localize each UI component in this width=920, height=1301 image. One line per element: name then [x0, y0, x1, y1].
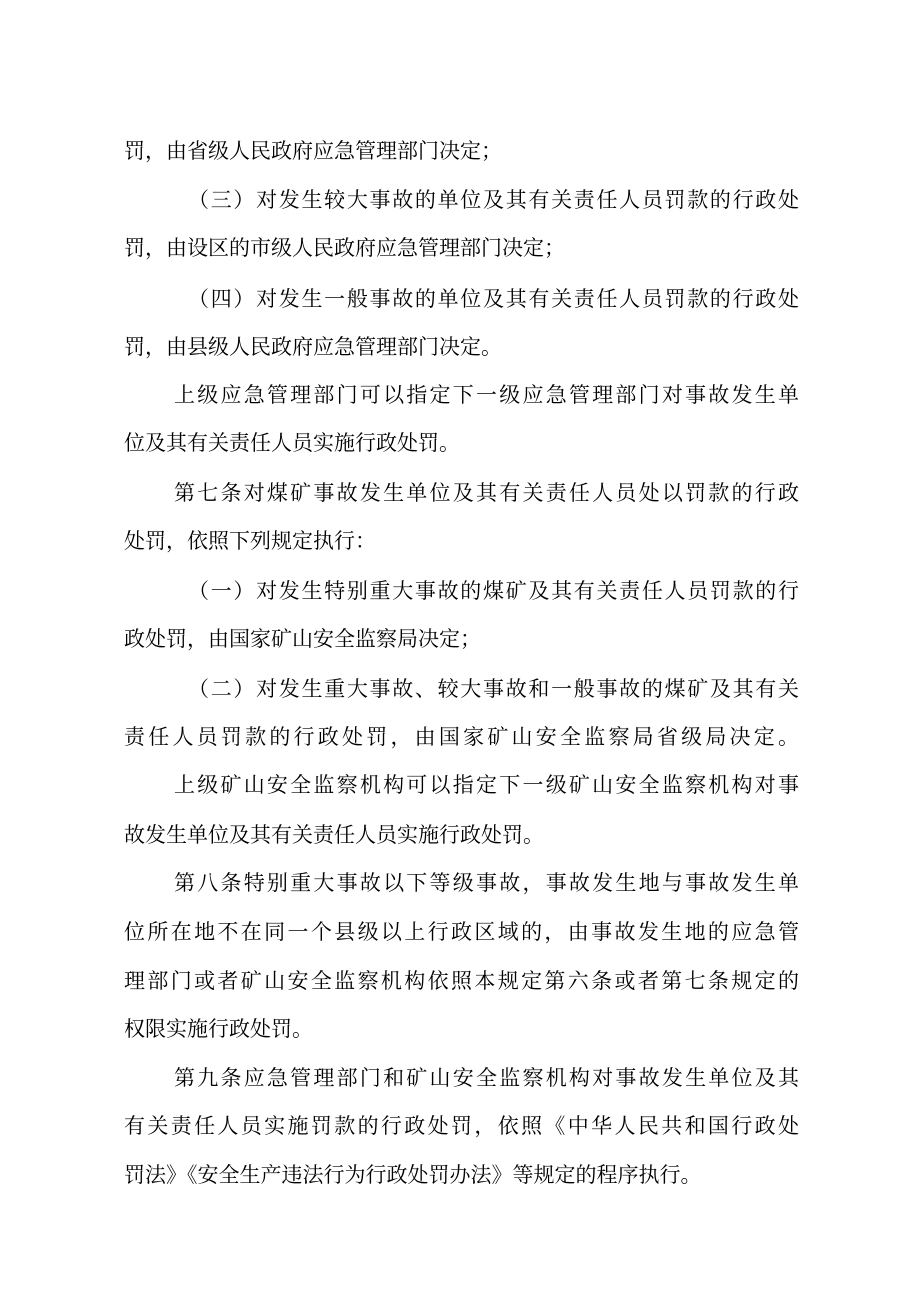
- text-line: 处罚，依照下列规定执行：: [124, 529, 376, 553]
- text-line: 位所在地不在同一个县级以上行政区域的，由事故发生地的应急管: [124, 920, 799, 944]
- text-line: 罚法》《安全生产违法行为行政处罚办法》等规定的程序执行。: [124, 1163, 702, 1187]
- text-line: 上级矿山安全监察机构可以指定下一级矿山安全监察机构对事: [174, 773, 799, 797]
- text-line: （四）对发生一般事故的单位及其有关责任人员罚款的行政处: [188, 287, 799, 311]
- text-line: 第九条应急管理部门和矿山安全监察机构对事故发生单位及其: [174, 1066, 799, 1090]
- text-line: 上级应急管理部门可以指定下一级应急管理部门对事故发生单: [174, 383, 799, 407]
- text-line: 罚，由县级人民政府应急管理部门决定。: [124, 335, 502, 359]
- text-line: 有关责任人员实施罚款的行政处罚，依照《中华人民共和国行政处: [124, 1114, 799, 1138]
- text-line: 权限实施行政处罚。: [124, 1017, 313, 1041]
- text-line: 政处罚，由国家矿山安全监察局决定；: [124, 627, 481, 651]
- text-line: 故发生单位及其有关责任人员实施行政处罚。: [124, 823, 544, 847]
- text-line: 位及其有关责任人员实施行政处罚。: [124, 431, 460, 455]
- text-line: （二）对发生重大事故、较大事故和一般事故的煤矿及其有关: [188, 677, 799, 701]
- text-line: 罚，由省级人民政府应急管理部门决定；: [124, 139, 502, 163]
- text-line: （三）对发生较大事故的单位及其有关责任人员罚款的行政处: [188, 188, 799, 212]
- text-line: 理部门或者矿山安全监察机构依照本规定第六条或者第七条规定的: [124, 969, 799, 993]
- text-line: 罚，由设区的市级人民政府应急管理部门决定；: [124, 236, 565, 260]
- text-line: 第八条特别重大事故以下等级事故，事故发生地与事故发生单: [174, 871, 799, 895]
- text-line: （一）对发生特别重大事故的煤矿及其有关责任人员罚款的行: [188, 579, 799, 603]
- text-line: 第七条对煤矿事故发生单位及其有关责任人员处以罚款的行政: [174, 481, 799, 505]
- text-line: 责任人员罚款的行政处罚，由国家矿山安全监察局省级局决定。: [124, 725, 799, 749]
